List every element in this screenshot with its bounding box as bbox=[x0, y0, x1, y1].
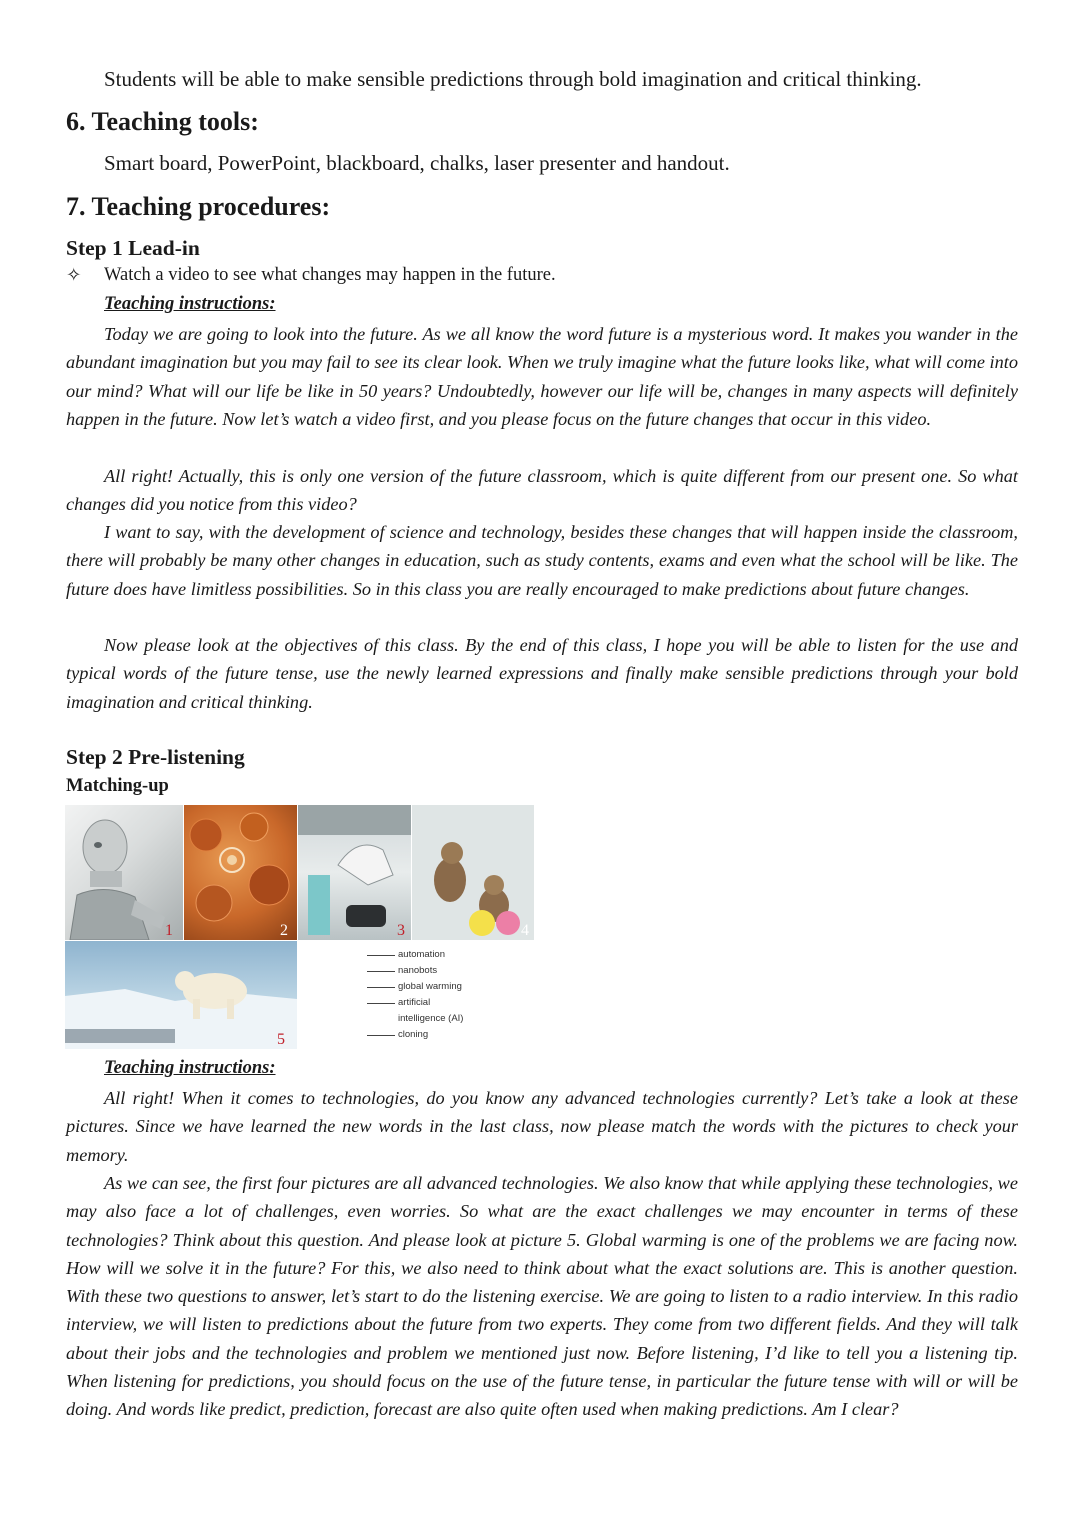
monkeys-icon bbox=[412, 805, 534, 940]
step-2-paragraph: As we can see, the first four pictures are all advanced technologies. We also know that while applying these technologies, we may also face a lot of challenges, even worries. So what are the exact challenges we may encounter in terms of these technologies? Think about this question. And please look at picture 5. Global warming is one of the problems we are facing now. How will we solve it in the future? For this, we also need to think about what the exact solutions are. This is another question. With these two questions to answer, let’s start to do the listening exercise. We are going to listen to a radio interview. In this radio interview, we will listen to predictions about the future from two experts. They come from two different fields. And they will talk about their jobs and the technologies and problem we mentioned just now. Before listening, I’d like to tell you a listening tip. When listening for predictions, you should focus on the use of the future tense, in particular the future tense with will or will be doing. And words like predict, prediction, forecast are also quite often used when making predictions. Am I clear? bbox=[66, 1173, 1018, 1420]
picture-number: 5 bbox=[277, 1031, 285, 1048]
step-2-heading: Step 2 Pre-listening bbox=[66, 745, 245, 769]
step-1-paragraph: I want to say, with the development of science and technology, besides these changes that will happen inside the classroom, there will probably be many other changes in education, such as study contents, exams and even what the school will be like. The future does have limitless possibilities. So in this class you are really encouraged to make predictions about future changes. bbox=[66, 522, 1018, 599]
step-1-paragraph: Today we are going to look into the future. As we all know the word future is a mysterious word. It makes you wander in the abundant imagination but you may fail to see its clear look. When we truly imagine what the future looks like, what will come into our mind? What will our life be like in 50 years? Undoubtedly, however our life will be, changes in many aspects will definitely happen in the future. Now let’s watch a video first, and you please focus on the future changes that occur in this video. bbox=[66, 324, 1018, 429]
matching-picture-grid bbox=[65, 805, 534, 1049]
word-list-item: intelligence (AI) bbox=[398, 1013, 464, 1024]
section-7-heading: 7. Teaching procedures: bbox=[66, 192, 331, 221]
picture-number: 4 bbox=[521, 922, 529, 939]
word-list-item: nanobots bbox=[367, 965, 437, 976]
automation-picture bbox=[298, 805, 411, 940]
picture-number: 1 bbox=[165, 922, 173, 939]
matching-word-list bbox=[363, 945, 599, 1049]
step-1-heading: Step 1 Lead-in bbox=[66, 236, 200, 260]
step-1-paragraph: All right! Actually, this is only one version of the future classroom, which is quite different from our present one. So what changes did you notice from this video? bbox=[66, 466, 1018, 515]
step-2-paragraph: All right! When it comes to technologies, do you know any advanced technologies currently? Let’s take a look at these pictures. Since we have learned the new words in the last class, now please match the words with the pictures to check your memory. bbox=[66, 1088, 1018, 1165]
step-2-instructions-label: Teaching instructions: bbox=[104, 1058, 276, 1078]
global-warming-picture bbox=[65, 941, 297, 1049]
step-1-paragraph: Now please look at the objectives of this class. By the end of this class, I hope you will be able to listen for the use and typical words of the future tense, use the newly learned expressions and finally make sensible predictions through your bold imagination and critical thinking. bbox=[66, 635, 1018, 712]
step-1-bullet-text: Watch a video to see what changes may happen in the future. bbox=[104, 265, 556, 285]
objective-line: Students will be able to make sensible predictions through bold imagination and critical thinking. bbox=[104, 67, 922, 91]
word-list-item: cloning bbox=[367, 1029, 428, 1040]
step-1-instructions-label: Teaching instructions: bbox=[104, 294, 276, 314]
robot-arm-icon bbox=[298, 805, 411, 940]
star-bullet-icon: ✧ bbox=[66, 266, 82, 286]
step-1-bullet bbox=[66, 265, 556, 287]
section-6-heading: 6. Teaching tools: bbox=[66, 107, 259, 136]
blood-cells-icon bbox=[184, 805, 297, 940]
word-list-item: artificial bbox=[367, 997, 430, 1008]
picture-number: 2 bbox=[280, 922, 288, 939]
matching-up-subheading: Matching-up bbox=[66, 776, 169, 796]
word-list-item: global warming bbox=[367, 981, 462, 992]
picture-number: 3 bbox=[397, 922, 405, 939]
cloning-picture bbox=[412, 805, 534, 940]
robot-icon bbox=[65, 805, 183, 940]
word-list-item: automation bbox=[367, 949, 445, 960]
polar-bear-icon bbox=[65, 941, 297, 1049]
nanobots-picture bbox=[184, 805, 297, 940]
robot-picture bbox=[65, 805, 183, 940]
teaching-tools-text: Smart board, PowerPoint, blackboard, chalks, laser presenter and handout. bbox=[104, 151, 730, 175]
